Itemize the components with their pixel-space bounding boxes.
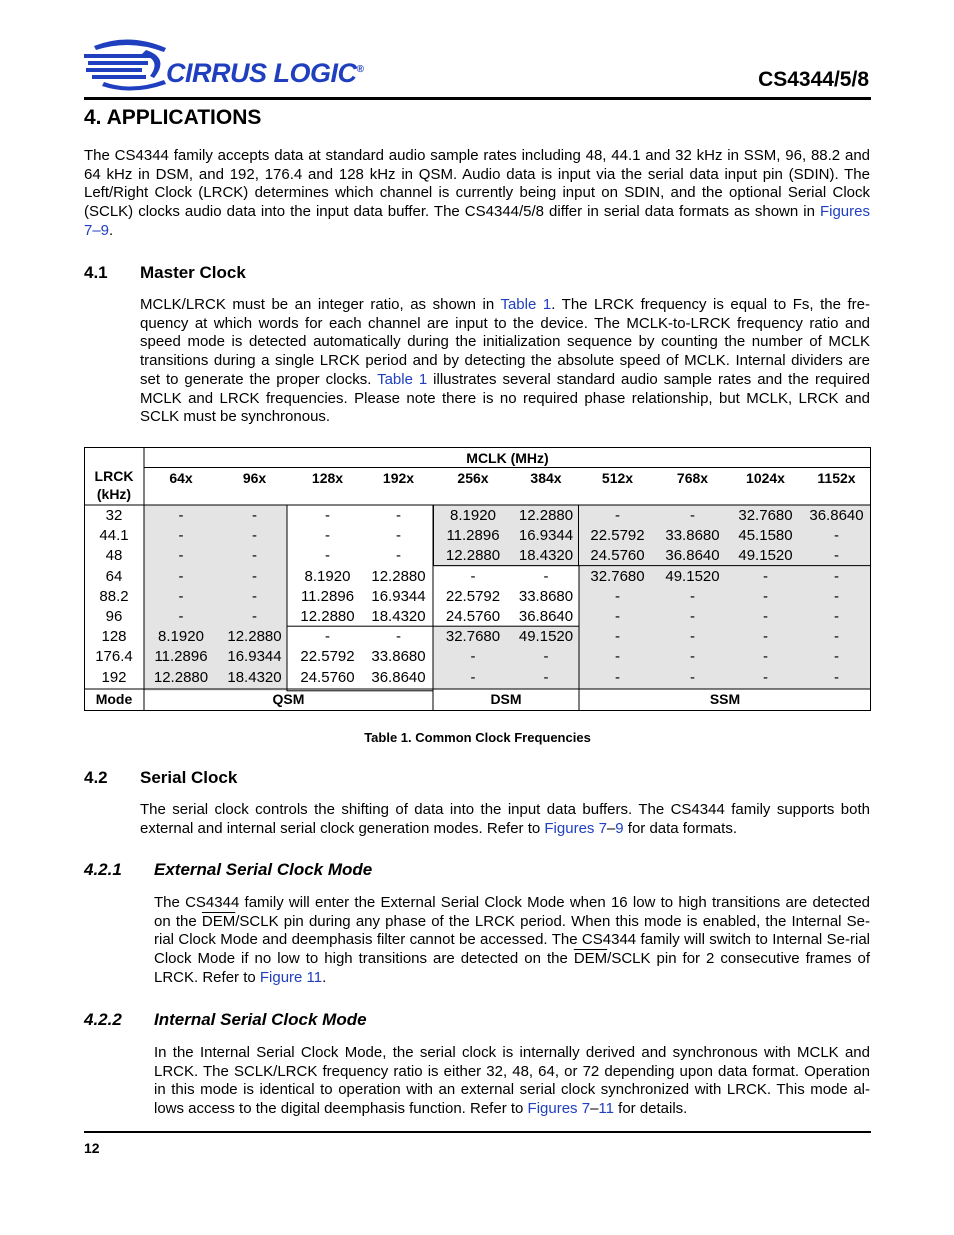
mclk-value: 8.1920 <box>450 507 496 524</box>
mclk-value: - <box>690 628 695 646</box>
mode-qsm: QSM <box>272 691 305 707</box>
mclk-value: 36.8640 <box>665 547 720 565</box>
mclk-value: - <box>252 587 257 605</box>
mclk-value: - <box>325 527 330 545</box>
mclk-value: - <box>834 608 839 625</box>
mclk-value: - <box>763 608 768 625</box>
mclk-value: 32.7680 <box>738 507 793 524</box>
mclk-value: 8.1920 <box>304 567 351 585</box>
section-4-1-heading: 4.1 Master Clock <box>84 263 246 282</box>
mclk-value: 24.5760 <box>590 547 645 565</box>
column-header-256x: 256x <box>457 470 489 486</box>
cirrus-logic-logo <box>84 36 384 92</box>
mclk-value: - <box>252 608 257 625</box>
mclk-value: 18.4320 <box>371 608 426 625</box>
mclk-value: 11.2896 <box>446 527 500 545</box>
mclk-value: - <box>543 567 549 585</box>
mclk-value: 33.8680 <box>518 587 574 605</box>
mclk-value: - <box>178 507 184 524</box>
section-4-1-body: MCLK/LRCK must be an integer ratio, as shown in Table 1. The LRCK frequency is equal to Fs, the fre-quency at which words for each channel are input to the device. The MCLK-to-LRCK frequency ratio and speed mode is detected automatically during the initialization sequence by counting the number of MCLK transitions during a single LRCK period and by detecting the absolute speed of MCLK. Internal dividers are set to generate the proper clocks. Table 1 illustrates several standard audio sample rates and the required MCLK and LRCK frequencies. Please note there is no required phase relationship, but MCLK, LRCK and SCLK must be synchronous. <box>140 296 870 426</box>
mclk-value: 49.1520 <box>665 567 720 585</box>
lrck-value: 96 <box>105 608 123 625</box>
mclk-value: - <box>615 668 620 686</box>
logo-wordmark: CIRRUS LOGIC® <box>166 58 364 88</box>
mclk-value: - <box>543 668 549 686</box>
table-1-link-2[interactable]: Table 1 <box>377 370 428 388</box>
column-header-384x: 384x <box>530 470 562 486</box>
section-4-2-heading: 4.2 Serial Clock <box>84 768 238 787</box>
section-4-2-2-body: In the Internal Serial Clock Mode, the serial clock is internally derived and synchronous with MCLK and LRCK. The SCLK/LRCK frequency ratio is either 32, 48, 64, or 72 depending upon data format. Operation in this mode is identical to operation with an external serial clock synchronized with LRCK. This mode al-lows access to the digital deemphasis function. Refer to Figures 7–11 for details. <box>154 1044 870 1118</box>
mode-label: Mode <box>95 691 133 707</box>
mclk-value: 36.8640 <box>809 507 864 524</box>
mclk-value: 49.1520 <box>738 547 793 565</box>
mclk-value: - <box>834 668 839 686</box>
mclk-value: - <box>396 507 401 524</box>
mclk-value: - <box>690 507 695 524</box>
mclk-value: 12.2880 <box>445 547 501 565</box>
mclk-value: - <box>325 547 330 565</box>
table-1-link[interactable]: Table 1 <box>500 296 552 313</box>
mclk-value: - <box>615 587 620 605</box>
page-number: 12 <box>84 1140 100 1156</box>
mclk-value: 32.7680 <box>590 567 645 585</box>
mclk-value: - <box>178 608 184 625</box>
figure-9-link[interactable]: 9 <box>615 819 624 837</box>
mclk-value: - <box>252 547 257 565</box>
mclk-value: - <box>690 668 695 686</box>
mclk-value: - <box>834 567 839 585</box>
mclk-value: - <box>396 527 401 545</box>
mclk-value: 12.2880 <box>153 668 209 686</box>
mclk-value: - <box>615 628 620 646</box>
mclk-value: 33.8680 <box>371 648 426 666</box>
mclk-value: - <box>252 567 257 585</box>
mclk-value: - <box>763 567 768 585</box>
mclk-value: - <box>615 648 620 666</box>
mclk-value: - <box>834 587 839 605</box>
mclk-value: - <box>252 507 257 524</box>
lrck-header: LRCK (kHz) <box>94 468 134 502</box>
figures-7-link[interactable]: Figures 7 <box>544 819 607 837</box>
mclk-value: 49.1520 <box>518 628 574 646</box>
mclk-value: 22.5792 <box>445 587 501 605</box>
mclk-value: 36.8640 <box>518 608 574 625</box>
mclk-value: - <box>763 587 768 605</box>
lrck-value: 32 <box>105 507 123 524</box>
figure-11-link-2[interactable]: 11 <box>598 1100 614 1118</box>
mclk-value: - <box>178 587 184 605</box>
mclk-value: - <box>252 527 257 545</box>
mclk-value: - <box>178 567 184 585</box>
section-4-2-2-heading: 4.2.2 Internal Serial Clock Mode <box>84 1010 367 1029</box>
figure-11-link[interactable]: Figure 11 <box>259 968 323 986</box>
mclk-value: - <box>690 648 695 666</box>
column-header-128x: 128x <box>311 470 344 486</box>
section-4-intro: The CS4344 family accepts data at standard audio sample rates including 48, 44.1 and 32 kHz in SSM, 96, 88.2 and 64 kHz in DSM, and 192, 176.4 and 128 kHz in QSM. Audio data is input via the serial data input pin (SDIN). The Left/Right Clock (LRCK) determines which channel is currently being input on SDIN, and the optional Serial Clock (SCLK) clocks audio data into the input data buffer. The CS4344/5/8 differ in serial data formats as shown in Figures 7–9. <box>84 147 870 239</box>
mclk-value: 18.4320 <box>227 668 282 686</box>
mclk-value: 32.7680 <box>445 628 501 646</box>
lrck-value: 64 <box>105 567 123 585</box>
mclk-value: - <box>834 648 839 666</box>
column-header-192x: 192x <box>382 470 415 486</box>
mclk-value: - <box>178 547 184 565</box>
clock-frequency-table <box>84 447 871 711</box>
document-id: CS4344/5/8 <box>758 68 869 91</box>
column-header-1152x: 1152x <box>817 470 856 486</box>
section-4-2-1-body: The CS4344 family will enter the External Serial Clock Mode when 16 low to high transitions are detected on the $\overline{DEM}$/SCLK pin during any phase of the LRCK period. When this mode is enabled, the Internal Se-rial Clock Mode and deemphasis filter cannot be accessed. The CS4344 family will switch to Internal Se-rial Clock Mode if no low to high transitions are detected on the $\overline{DEM}$/SCLK pin for 2 consecutive frames of LRCK. Refer to Figure 11. <box>154 894 871 986</box>
mode-dsm: DSM <box>490 691 522 707</box>
mclk-value: - <box>690 587 695 605</box>
mclk-value: - <box>763 628 768 646</box>
mclk-value: - <box>834 628 839 646</box>
figures-7-9-link[interactable]: Figures 7–9 <box>84 203 870 239</box>
mclk-value: 11.2896 <box>300 587 355 605</box>
mclk-value: 24.5760 <box>300 668 355 686</box>
mclk-value: - <box>690 608 695 625</box>
mclk-value: - <box>834 547 839 565</box>
footer-rule <box>84 1131 871 1133</box>
mclk-value: - <box>325 507 330 524</box>
lrck-value: 176.4 <box>95 648 133 666</box>
lrck-value: 44.1 <box>99 527 129 545</box>
mclk-value: 11.2896 <box>154 648 208 666</box>
lrck-value: 192 <box>101 668 127 686</box>
mclk-value: - <box>834 527 839 545</box>
mclk-value: 12.2880 <box>518 507 574 524</box>
mclk-value: 22.5792 <box>300 648 355 666</box>
column-header-1024x: 1024x <box>746 470 785 486</box>
mclk-value: 16.9344 <box>371 587 426 605</box>
mclk-value: 8.1920 <box>158 628 204 646</box>
column-header-64x: 64x <box>169 470 193 486</box>
mclk-value: - <box>178 527 184 545</box>
mclk-value: - <box>470 648 476 666</box>
mclk-value: - <box>396 628 401 646</box>
lrck-value: 48 <box>105 547 123 565</box>
mclk-value: - <box>470 567 476 585</box>
mclk-header: MCLK (MHz) <box>466 450 549 466</box>
mclk-value: 12.2880 <box>300 608 355 625</box>
mode-ssm: SSM <box>709 691 741 707</box>
mclk-value: 33.8680 <box>665 527 720 545</box>
section-4-heading: 4. APPLICATIONS <box>84 106 262 129</box>
mclk-value: - <box>763 668 768 686</box>
lrck-value: 88.2 <box>99 587 129 605</box>
mclk-value: 16.9344 <box>518 527 574 545</box>
mclk-value: 12.2880 <box>227 628 282 646</box>
mclk-value: - <box>615 608 620 625</box>
table-1-caption: Table 1. Common Clock Frequencies <box>364 730 591 745</box>
column-header-512x: 512x <box>601 470 634 486</box>
mclk-value: 24.5760 <box>445 608 501 625</box>
lrck-value: 128 <box>101 628 127 646</box>
mclk-value: 36.8640 <box>371 668 426 686</box>
section-4-2-1-heading: 4.2.1 External Serial Clock Mode <box>84 860 373 879</box>
mclk-value: - <box>615 507 620 524</box>
mclk-value: 18.4320 <box>518 547 574 565</box>
mclk-value: - <box>543 648 549 666</box>
column-header-768x: 768x <box>676 470 709 486</box>
section-4-2-body: The serial clock controls the shifting of data into the input data buffers. The CS4344 family supports both external and internal serial clock generation modes. Refer to Figures 7–9 for data formats. <box>140 801 870 837</box>
mclk-value: - <box>470 668 476 686</box>
figures-7-link-2[interactable]: Figures 7 <box>527 1100 591 1118</box>
mclk-value: - <box>325 628 330 646</box>
mclk-value: 12.2880 <box>371 567 426 585</box>
mclk-value: 22.5792 <box>590 527 645 545</box>
mclk-value: 16.9344 <box>227 648 282 666</box>
column-header-96x: 96x <box>242 470 267 486</box>
mclk-value: - <box>396 547 401 565</box>
mclk-value: 45.1580 <box>738 527 793 545</box>
mclk-value: - <box>763 648 768 666</box>
header-rule <box>84 97 871 100</box>
